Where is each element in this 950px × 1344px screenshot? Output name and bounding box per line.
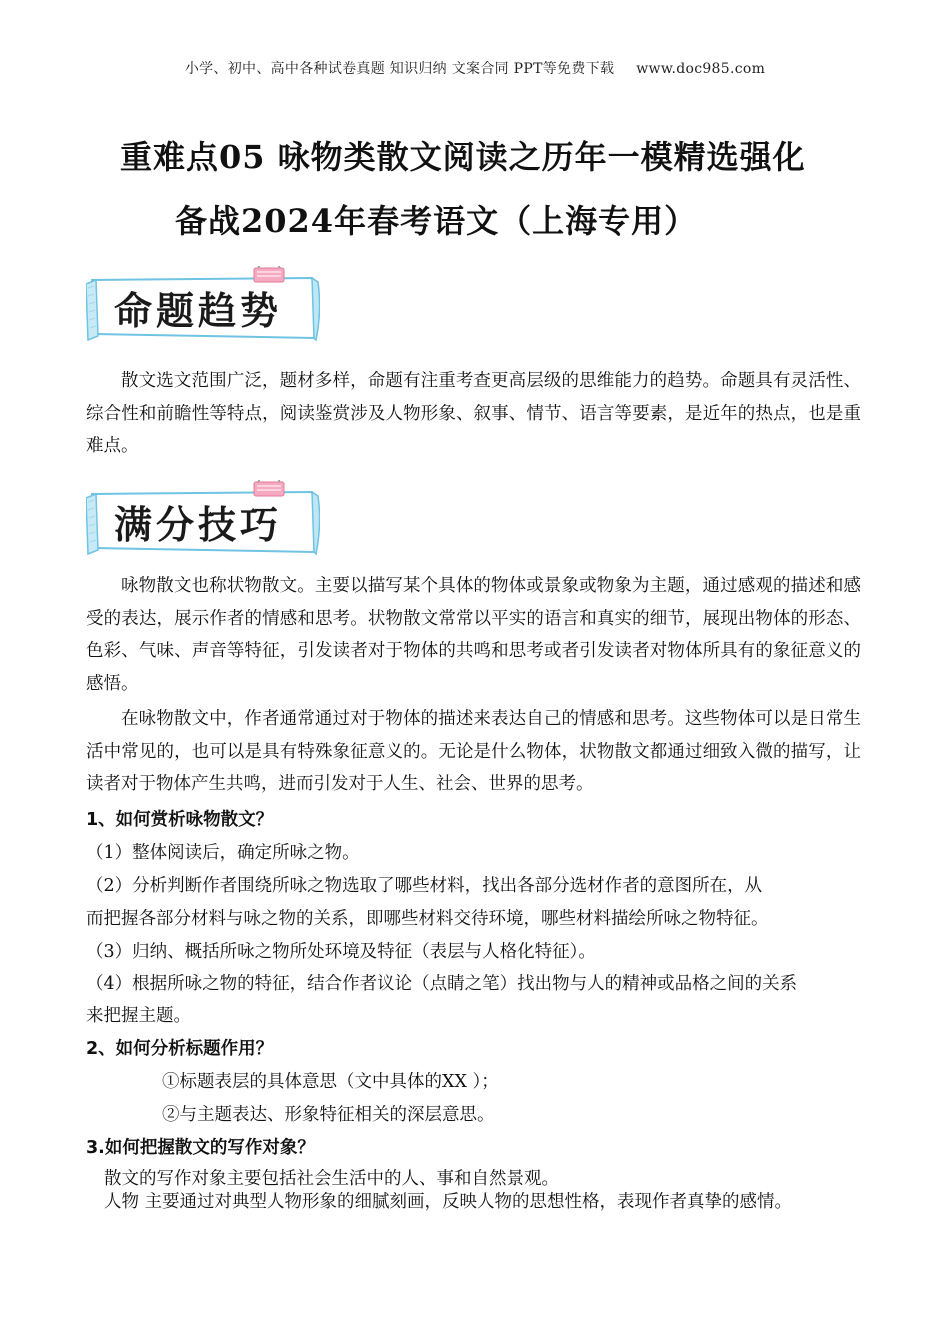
skills-paragraph-2: 在咏物散文中，作者通常通过对于物体的描述来表达自己的情感和思考。这些物体可以是日常生活中常见的，也可以是具有特殊象征意义的。无论是什么物体，状物散文都通过细致入微的描写，让读者对于物体产生共鸣，进而引发对于人生、社会、世界的思考。 [86,709,861,795]
section2-item1: ①标题表层的具体意思（文中具体的XX ）； [162,1072,499,1092]
section1-heading: 1、如何赏析咏物散文？ [86,810,274,830]
trend-paragraph: 散文选文范围广泛，题材多样，命题有注重考查更高层级的思维能力的趋势。命题具有灵活性、综合性和前瞻性等特点，阅读鉴赏涉及人物形象、叙事、情节、语言等要素，是近年的热点，也是重难点。 [86,371,861,457]
section1-step1: （1）整体阅读后，确定所咏之物。 [86,843,360,863]
section2-heading: 2、如何分析标题作用？ [86,1039,274,1059]
section1-step4b: 来把握主题。 [86,1006,191,1026]
document-title-line2: 备战2024年春考语文（上海专用） [175,202,698,240]
section1-step4a: （4）根据所咏之物的特征，结合作者议论（点睛之笔）找出物与人的精神或品格之间的关系 [86,974,798,994]
header-url[interactable]: www.doc985.com [636,61,766,77]
skills-paragraph-1: 咏物散文也称状物散文。主要以描写某个具体的物体或景象或物象为主题，通过感观的描述和感受的表达，展示作者的情感和思考。状物散文常常以平实的语言和真实的细节，展现出物体的形态、色彩、气味、声音等特征，引发读者对于物体的共鸣和思考或者引发读者对物体所具有的象征意义的感悟。 [86,576,861,694]
section1-step2b: 而把握各部分材料与咏之物的关系，即哪些材料交待环境，哪些材料描绘所咏之物特征。 [86,909,769,929]
page-header [0,58,950,78]
section3-heading: 3.如何把握散文的写作对象？ [86,1138,315,1158]
banner-trend [86,266,320,344]
banner-trend-label: 命题趋势 [114,289,283,333]
section1-step3: （3）归纳、概括所咏之物所处环境及特征（表层与人格化特征）。 [86,942,596,962]
section3-line1: 散文的写作对象主要包括社会生活中的人、事和自然景观。 [104,1169,559,1189]
document-title-line1: 重难点05 咏物类散文阅读之历年一模精选强化 [120,138,806,176]
banner-skills [86,480,320,558]
header-text: 小学、初中、高中各种试卷真题 知识归纳 文案合同 PPT等免费下载 [184,61,615,77]
banner-skills-label: 满分技巧 [114,503,283,547]
section2-item2: ②与主题表达、形象特征相关的深层意思。 [162,1105,495,1125]
section3-line2: 人物 主要通过对典型人物形象的细腻刻画，反映人物的思想性格，表现作者真挚的感情。 [104,1192,793,1212]
section1-step2a: （2）分析判断作者围绕所咏之物选取了哪些材料，找出各部分选材作者的意图所在，从 [86,876,763,896]
